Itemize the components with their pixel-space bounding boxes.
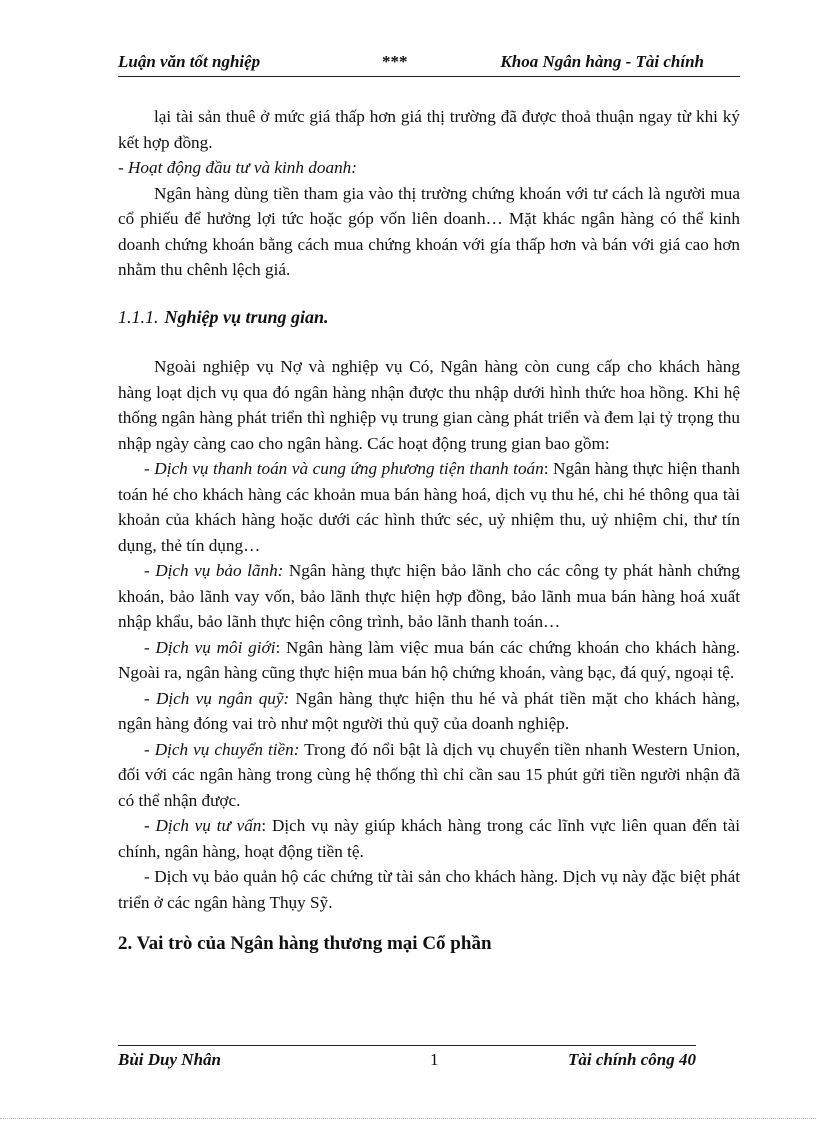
label-investment-activity: - Hoạt động đầu tư và kinh doanh: bbox=[118, 158, 357, 177]
list-item-label: Dịch vụ thanh toán và cung ứng phương tiện thanh toán bbox=[154, 459, 544, 478]
list-item-transfer-services: - Dịch vụ chuyển tiền: Trong đó nổi bật là dịch vụ chuyển tiền nhanh Western Union, đối với các ngân hàng trong cùng hệ thống thì chỉ cần sau 15 phút gửi tiền người nhận đã có thể nhận được. bbox=[118, 739, 740, 810]
paragraph-intermediary-intro: Ngoài nghiệp vụ Nợ và nghiệp vụ Có, Ngân hàng còn cung cấp cho khách hàng hàng loạt dịch vụ qua đó ngân hàng nhận được thu nhập dưới hình thức hoa hồng. Khi hệ thống ngân hàng phát triển thì nghiệp vụ trung gian càng phát triển và đem lại tỷ trọng thu nhập ngày càng cao cho ngân hàng. Các hoạt động trung gian bao gồm: bbox=[118, 357, 740, 453]
section-heading-role: 2. Vai trò của Ngân hàng thương mại Cổ phần bbox=[118, 933, 492, 954]
list-item-text: : Ngân hàng thực hiện thanh toán hé cho khách hàng các khoản mua bán hàng hoá, dịch vụ thu hé, chi hé thông qua tài khoản của khách hàng hoặc dưới các hình thức séc, uỷ nhiệm thu, uỷ nhiệm chi, thư tín dụng, thẻ tín dụng… bbox=[118, 459, 740, 555]
subheading-title: Nghiệp vụ trung gian. bbox=[164, 306, 329, 327]
list-item-label: Dịch vụ ngân quỹ: bbox=[155, 688, 290, 708]
header-separator: *** bbox=[382, 52, 408, 71]
list-item-text: : Dịch vụ này giúp khách hàng trong các lĩnh vực liên quan đến tài chính, ngân hàng, hoạt động tiền tệ. bbox=[118, 816, 740, 861]
list-item-label: Dịch vụ môi giới bbox=[155, 637, 276, 657]
list-item-guarantee-services: - Dịch vụ bảo lãnh: Ngân hàng thực hiện bảo lãnh cho các công ty phát hành chứng khoán, bảo lãnh vay vốn, bảo lãnh thực hiện hợp đồng, bảo lãnh mua bán hàng hoá xuất nhập khẩu, bảo lãnh thực hiện công trình, bảo lãnh thanh toán… bbox=[118, 561, 740, 631]
paragraph-lease-end: lại tài sản thuê ở mức giá thấp hơn giá thị trường đã được thoả thuận ngay từ khi ký kết hợp đồng. bbox=[118, 107, 740, 152]
subheading-number: 1.1.1. bbox=[118, 306, 159, 327]
list-item-custody-services: - Dịch vụ bảo quản hộ các chứng từ tài sản cho khách hàng. Dịch vụ này đặc biệt phát triển ở các ngân hàng Thụy Sỹ. bbox=[118, 867, 740, 912]
list-item-advisory-services: - Dịch vụ tư vấn: Dịch vụ này giúp khách hàng trong các lĩnh vực liên quan đến tài chính, ngân hàng, hoạt động tiền tệ. bbox=[118, 816, 740, 861]
list-item-text: Trong đó nổi bật là dịch vụ chuyển tiền nhanh Western Union, đối với các ngân hàng trong cùng hệ thống thì chỉ cần sau 15 phút gửi tiền người nhận đã có thể nhận được. bbox=[118, 739, 740, 810]
page-body bbox=[118, 104, 740, 957]
list-item-text: Ngân hàng thực hiện thu hé và phát tiền mặt cho khách hàng, ngân hàng đóng vai trò như một người thủ quỹ của doanh nghiệp. bbox=[118, 688, 740, 733]
list-item-label: Dịch vụ tư vấn bbox=[155, 816, 262, 835]
list-item-brokerage-services: - Dịch vụ môi giới: Ngân hàng làm việc mua bán các chứng khoán cho khách hàng. Ngoài ra, ngân hàng cũng thực hiện mua bán hộ chứng khoán, vàng bạc, đá quý, ngoại tệ. bbox=[118, 637, 740, 682]
list-item-text: : Ngân hàng làm việc mua bán các chứng khoán cho khách hàng. Ngoài ra, ngân hàng cũng thực hiện mua bán hộ chứng khoán, vàng bạc, đá quý, ngoại tệ. bbox=[118, 637, 740, 682]
footer-class: Tài chính công 40 bbox=[568, 1050, 696, 1069]
list-item-label: Dịch vụ chuyển tiền: bbox=[154, 739, 300, 759]
footer-page-number: 1 bbox=[430, 1050, 439, 1069]
paragraph-investment: Ngân hàng dùng tiền tham gia vào thị trường chứng khoán với tư cách là người mua cổ phiếu để hưởng lợi tức hoặc góp vốn liên doanh… Mặt khác ngân hàng có thể kinh doanh chứng khoán bằng cách mua chứng khoán với gía thấp hơn và bán với giá cao hơn nhằm thu chênh lệch giá. bbox=[118, 183, 740, 279]
header-faculty: Khoa Ngân hàng - Tài chính bbox=[500, 52, 704, 71]
list-item-label: Dịch vụ bảo lãnh: bbox=[155, 561, 284, 580]
footer-author: Bùi Duy Nhân bbox=[118, 1050, 221, 1069]
list-item-payment-services: - Dịch vụ thanh toán và cung ứng phương tiện thanh toán: Ngân hàng thực hiện thanh toán hé cho khách hàng các khoản mua bán hàng hoá, dịch vụ thu hé, chi hé thông qua tài khoản của khách hàng hoặc dưới các hình thức séc, uỷ nhiệm thu, uỷ nhiệm chi, thư tín dụng, thẻ tín dụng… bbox=[118, 459, 740, 555]
header-thesis-title: Luận văn tốt nghiệp bbox=[118, 52, 261, 71]
list-item-text: Ngân hàng thực hiện bảo lãnh cho các công ty phát hành chứng khoán, bảo lãnh vay vốn, bảo lãnh thực hiện hợp đồng, bảo lãnh mua bán hàng hoá xuất nhập khẩu, bảo lãnh thực hiện công trình, bảo lãnh thanh toán… bbox=[118, 561, 740, 631]
page-footer bbox=[118, 1045, 696, 1072]
subheading-intermediary bbox=[118, 305, 740, 331]
page-header bbox=[118, 50, 740, 77]
list-item-treasury-services: - Dịch vụ ngân quỹ: Ngân hàng thực hiện thu hé và phát tiền mặt cho khách hàng, ngân hàng đóng vai trò như một người thủ quỹ của doanh nghiệp. bbox=[118, 688, 740, 733]
page-edge-divider bbox=[0, 1118, 816, 1119]
